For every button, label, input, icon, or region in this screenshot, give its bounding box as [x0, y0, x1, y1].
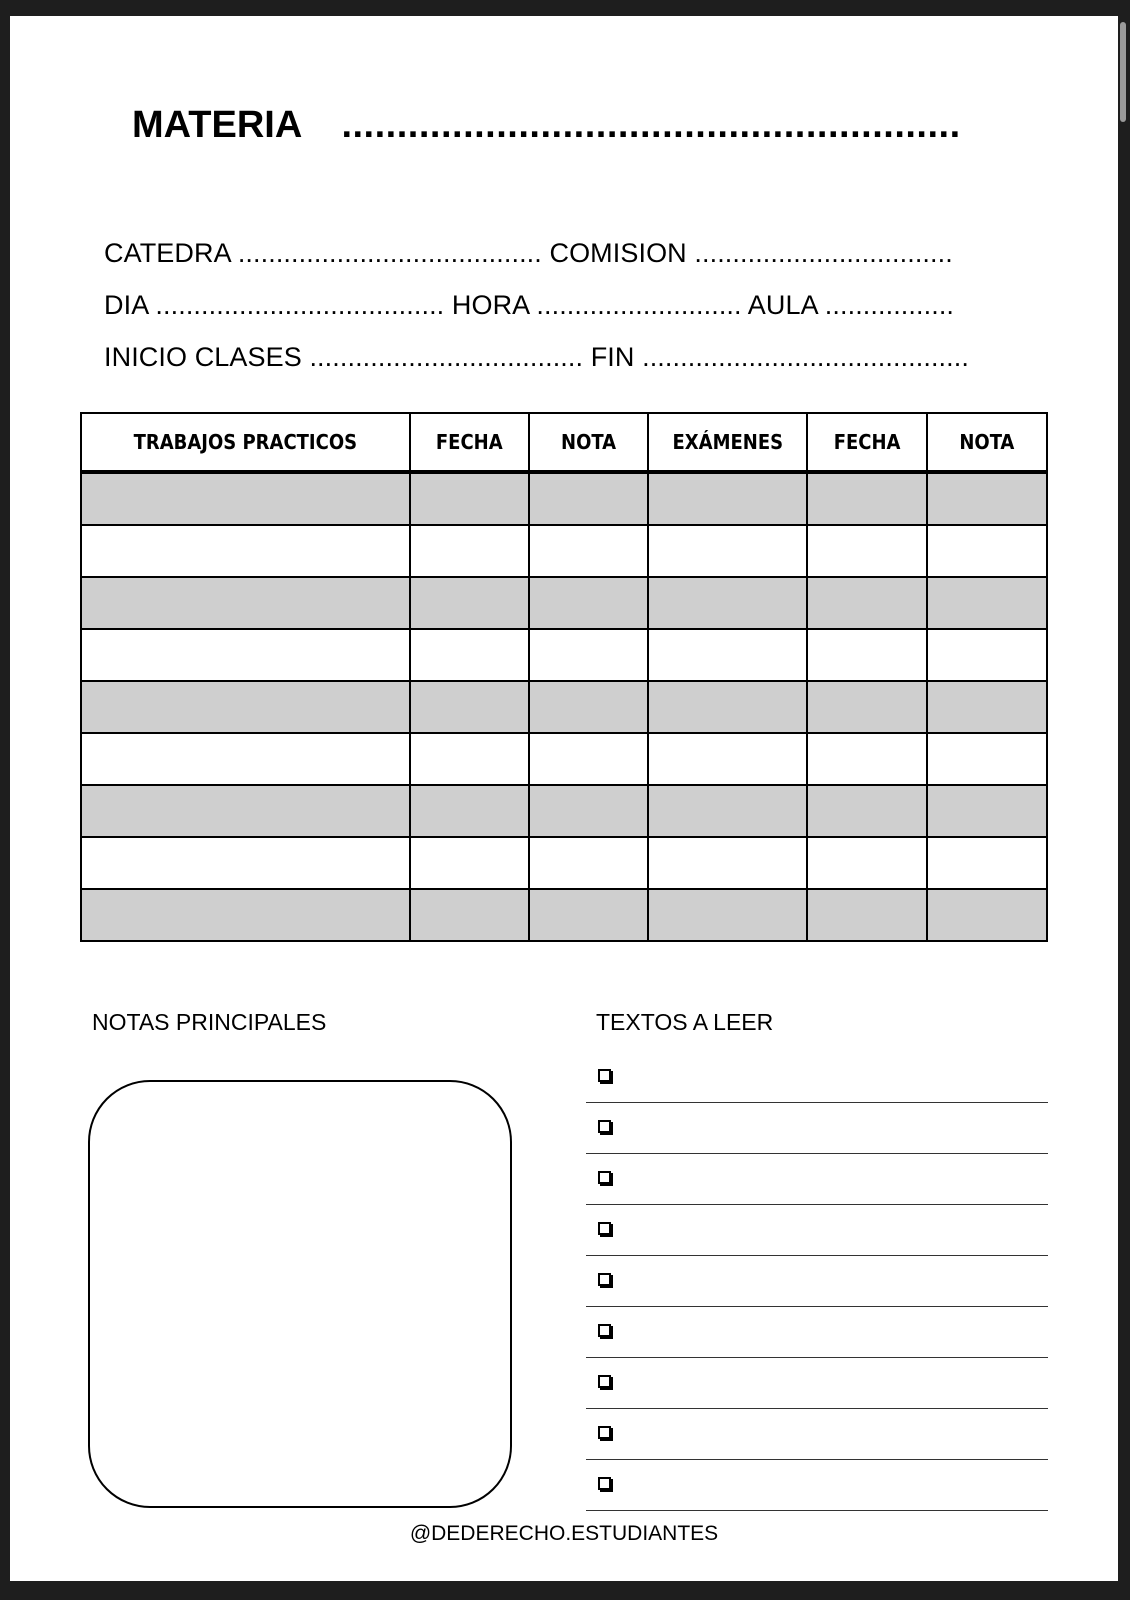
document-page: [10, 16, 1118, 1581]
catedra-comision-line: CATEDRA ........................................ COMISION ..................................: [104, 238, 953, 268]
table-row: [81, 889, 1047, 941]
notes-box: [88, 1080, 512, 1508]
list-item: [586, 1307, 1048, 1358]
title-label: MATERIA: [132, 104, 301, 146]
checkbox-icon[interactable]: [598, 1324, 611, 1337]
table-row: [81, 525, 1047, 577]
checkbox-icon[interactable]: [598, 1171, 611, 1184]
checkbox-icon[interactable]: [598, 1222, 611, 1235]
checkbox-icon[interactable]: [598, 1426, 611, 1439]
table-row: [81, 733, 1047, 785]
list-item: [586, 1154, 1048, 1205]
inicio-fin-line: INICIO CLASES .................................... FIN ...........................................: [104, 342, 969, 372]
checkbox-icon[interactable]: [598, 1120, 611, 1133]
list-item: [586, 1103, 1048, 1154]
list-item: [586, 1052, 1048, 1103]
list-item: [586, 1256, 1048, 1307]
reading-list: [586, 1052, 1048, 1511]
scrollbar[interactable]: [1120, 22, 1126, 122]
table-row: [81, 472, 1047, 525]
checkbox-icon[interactable]: [598, 1477, 611, 1490]
column-header: EXÁMENES: [648, 413, 807, 472]
checkbox-icon[interactable]: [598, 1375, 611, 1388]
column-header: NOTA: [529, 413, 648, 472]
table-header-row: [81, 413, 1047, 472]
list-item: [586, 1460, 1048, 1511]
dia-hora-aula-line: DIA ...................................... HORA ........................... AULA .................: [104, 290, 955, 320]
list-item: [586, 1358, 1048, 1409]
table-row: [81, 681, 1047, 733]
title-fill-line: ........................................................: [341, 104, 961, 146]
grades-table: [80, 412, 1048, 942]
footer-handle: @DEDERECHO.ESTUDIANTES: [409, 1522, 719, 1545]
column-header: FECHA: [807, 413, 926, 472]
list-item: [586, 1205, 1048, 1256]
reading-label: TEXTOS A LEER: [596, 1009, 774, 1035]
table-row: [81, 629, 1047, 681]
list-item: [586, 1409, 1048, 1460]
checkbox-icon[interactable]: [598, 1273, 611, 1286]
column-header: TRABAJOS PRACTICOS: [81, 413, 410, 472]
notes-label: NOTAS PRINCIPALES: [92, 1009, 327, 1035]
table-row: [81, 577, 1047, 629]
checkbox-icon[interactable]: [598, 1069, 611, 1082]
table-row: [81, 785, 1047, 837]
column-header: NOTA: [927, 413, 1047, 472]
table-row: [81, 837, 1047, 889]
column-header: FECHA: [410, 413, 529, 472]
page-title: [132, 104, 961, 147]
